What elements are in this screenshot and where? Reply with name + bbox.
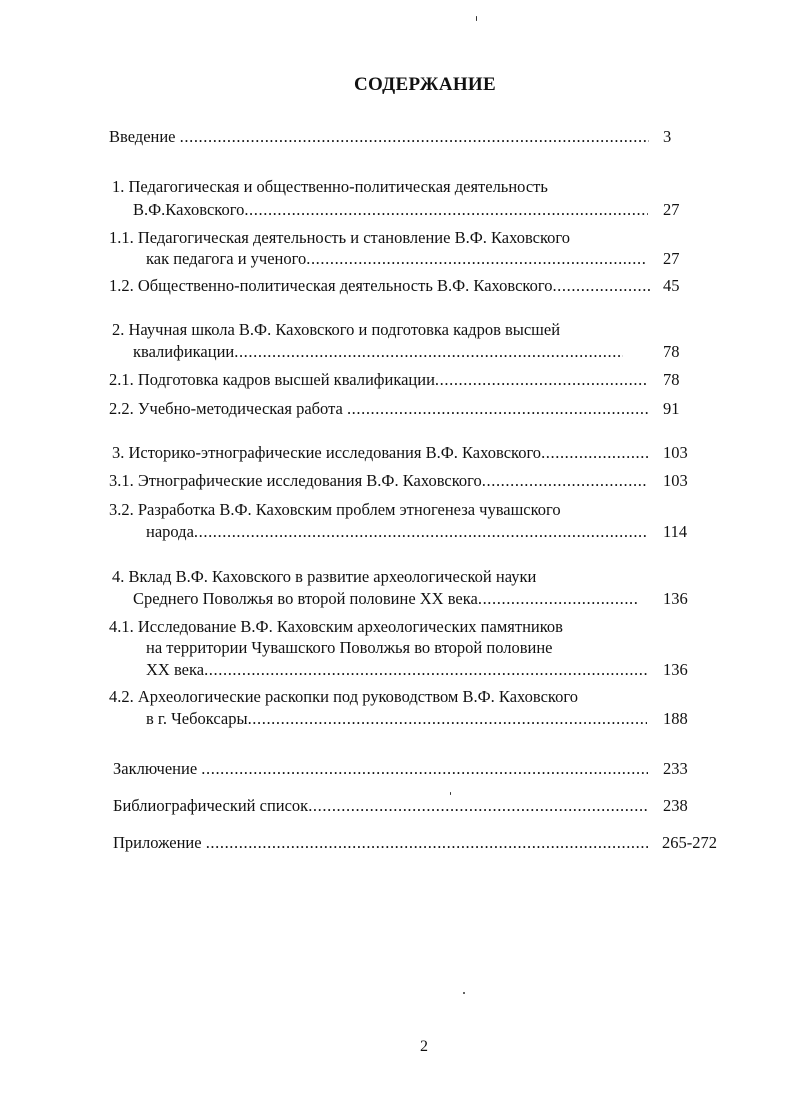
- toc-page-ch3: 103: [663, 443, 688, 462]
- toc-label: квалификации: [133, 342, 235, 361]
- page-title: СОДЕРЖАНИЕ: [354, 74, 496, 95]
- toc-label: народа: [146, 522, 194, 541]
- toc-entry-ch2-2: [109, 398, 648, 420]
- toc-page-ch4: 136: [663, 589, 688, 608]
- toc-label: в г. Чебоксары: [146, 709, 248, 728]
- toc-leader: [306, 249, 646, 268]
- toc-entry-bibliography: [113, 795, 647, 817]
- toc-leader: [234, 342, 623, 361]
- scan-speck: [463, 992, 465, 994]
- toc-leader: [478, 589, 638, 608]
- toc-entry-ch2-line2: [133, 341, 623, 363]
- toc-label: как педагога и ученого: [146, 249, 307, 268]
- toc-page-ch2-2: 91: [663, 399, 680, 418]
- toc-page-ch3-2: 114: [663, 522, 688, 541]
- toc-leader: [244, 200, 648, 219]
- toc-page-conclusion: 233: [663, 759, 688, 778]
- toc-page-ch1-2: 45: [663, 276, 680, 295]
- toc-entry-ch4-line1: 4. Вклад В.Ф. Каховского в развитие археологической науки: [112, 567, 537, 586]
- toc-entry-ch4-2-line1: 4.2. Археологические раскопки под руководством В.Ф. Каховского: [109, 687, 578, 706]
- scan-speck: [450, 792, 451, 795]
- toc-leader: [552, 276, 650, 295]
- toc-leader: [206, 833, 648, 852]
- toc-entry-ch2-1: [109, 369, 647, 391]
- toc-page-ch3-1: 103: [663, 471, 688, 490]
- toc-page-ch1-1: 27: [663, 249, 680, 268]
- toc-entry-ch4-line2: [133, 588, 638, 610]
- toc-label: В.Ф.Каховского: [133, 200, 245, 219]
- toc-entry-ch4-1-line2: на территории Чувашского Поволжья во второй половине: [146, 638, 553, 657]
- toc-label: Заключение: [113, 759, 198, 778]
- toc-label: 2.1. Подготовка кадров высшей квалификации: [109, 370, 435, 389]
- toc-label: XX века: [146, 660, 205, 679]
- toc-leader: [204, 660, 648, 679]
- toc-leader: [194, 522, 647, 541]
- toc-entry-ch1-1-line1: 1.1. Педагогическая деятельность и становление В.Ф. Каховского: [109, 228, 571, 247]
- toc-entry-ch1-line1: 1. Педагогическая и общественно-политическая деятельность: [112, 177, 548, 196]
- toc-entry-ch4-1-line1: 4.1. Исследование В.Ф. Каховским археологических памятников: [109, 617, 563, 636]
- toc-entry-intro: [109, 126, 649, 148]
- toc-label: Среднего Поволжья во второй половине XX века: [133, 589, 478, 608]
- toc-label: 3. Историко-этнографические исследования В.Ф. Каховского: [112, 443, 542, 462]
- page-number: 2: [420, 1038, 428, 1055]
- toc-page-ch2-1: 78: [663, 370, 680, 389]
- toc-label: Библиографический список: [113, 796, 309, 815]
- toc-leader: [248, 709, 647, 728]
- toc-leader: [180, 127, 649, 146]
- toc-label: Введение: [109, 127, 176, 146]
- toc-entry-ch3: [112, 442, 650, 464]
- toc-label: 2.2. Учебно-методическая работа: [109, 399, 343, 418]
- toc-entry-ch3-2-line2: [146, 521, 647, 543]
- toc-page-ch1: 27: [663, 200, 680, 219]
- toc-leader: [435, 370, 647, 389]
- toc-page-intro: 3: [663, 127, 672, 146]
- toc-page-bibliography: 238: [663, 796, 688, 815]
- toc-page-appendix: 265-272: [662, 833, 717, 852]
- toc-label: 3.1. Этнографические исследования В.Ф. Каховского: [109, 471, 482, 490]
- toc-entry-ch1-2: [109, 275, 650, 297]
- toc-entry-ch2-line1: 2. Научная школа В.Ф. Каховского и подготовка кадров высшей: [112, 320, 561, 339]
- toc-entry-conclusion: [113, 758, 648, 780]
- toc-leader: [308, 796, 647, 815]
- toc-leader: [482, 471, 648, 490]
- toc-leader: [201, 759, 648, 778]
- toc-leader: [347, 399, 648, 418]
- toc-page-ch4-1: 136: [663, 660, 688, 679]
- toc-entry-appendix: [113, 832, 648, 854]
- toc-entry-ch3-2-line1: 3.2. Разработка В.Ф. Каховским проблем этногенеза чувашского: [109, 500, 561, 519]
- toc-page-ch2: 78: [663, 342, 680, 361]
- toc-entry-ch1-1-line2: [146, 248, 646, 270]
- toc-entry-ch1-line2: [133, 199, 648, 221]
- toc-entry-ch3-1: [109, 470, 648, 492]
- scan-speck: [476, 16, 477, 21]
- toc-page-ch4-2: 188: [663, 709, 688, 728]
- toc-label: 1.2. Общественно-политическая деятельность В.Ф. Каховского: [109, 276, 553, 295]
- toc-label: Приложение: [113, 833, 202, 852]
- toc-entry-ch4-2-line2: [146, 708, 647, 730]
- toc-leader: [541, 443, 650, 462]
- toc-entry-ch4-1-line3: [146, 659, 648, 681]
